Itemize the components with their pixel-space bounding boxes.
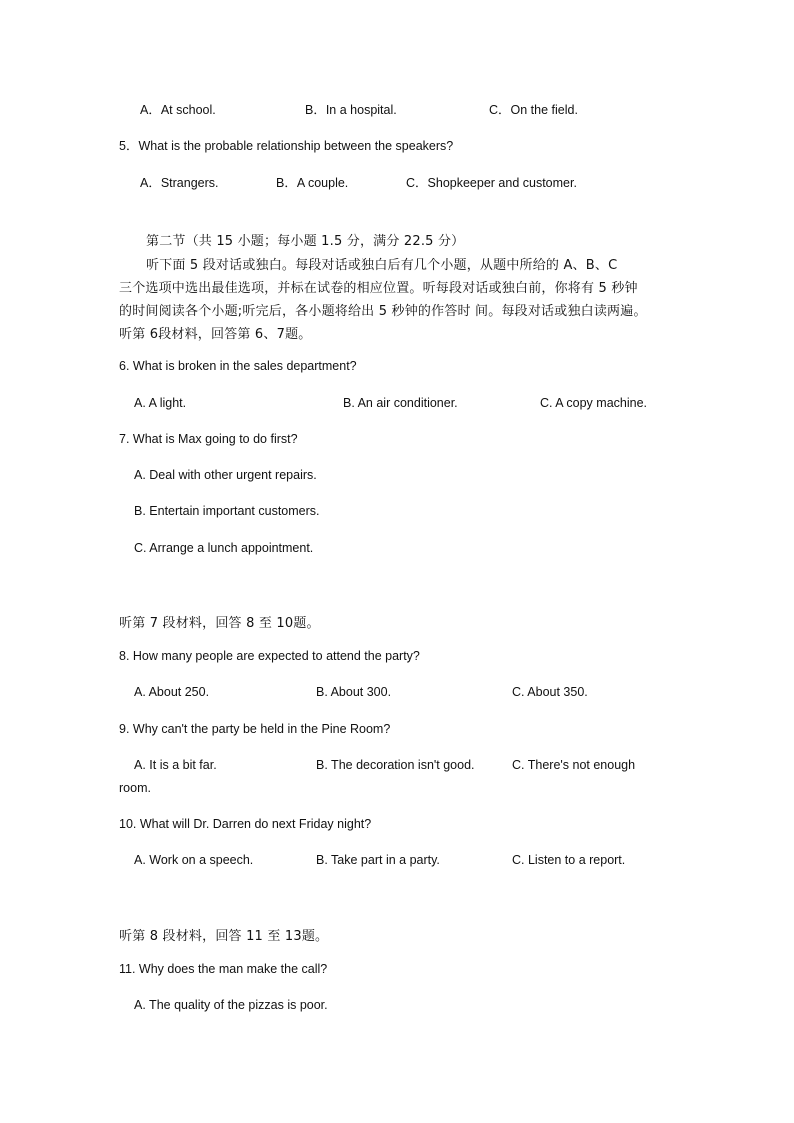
q9-option-a[interactable]: A. It is a bit far. <box>134 758 217 772</box>
q4-option-c[interactable]: C．On the field. <box>489 103 578 117</box>
q5-option-b[interactable]: B．A couple. <box>276 176 349 190</box>
q8-option-c[interactable]: C. About 350. <box>512 685 588 699</box>
material-7-heading: 听第 7 段材料，回答 8 至 10题。 <box>119 616 320 631</box>
q9-option-c-continued: room. <box>119 781 151 795</box>
section-heading: 第二节（共 15 小题；每小题 1.5 分，满分 22.5 分） <box>146 234 465 249</box>
q5-option-a[interactable]: A．Strangers. <box>140 176 219 190</box>
q9-option-c[interactable]: C. There's not enough <box>512 758 636 772</box>
q11-stem: 11. Why does the man make the call? <box>119 962 328 976</box>
q7-option-a[interactable]: A. Deal with other urgent repairs. <box>134 468 317 482</box>
section-instructions-2: 三个选项中选出最佳选项，并标在试卷的相应位置。听每段对话或独白前，你将有 5 秒钟 <box>119 281 638 296</box>
q8-option-b[interactable]: B. About 300. <box>316 685 392 699</box>
material-8-heading: 听第 8 段材料，回答 11 至 13题。 <box>119 929 329 944</box>
q9-stem: 9. Why can't the party be held in the Pine Room? <box>119 722 391 736</box>
q7-option-c[interactable]: C. Arrange a lunch appointment. <box>134 541 314 555</box>
section-instructions-3: 的时间阅读各个小题;听完后，各小题将给出 5 秒钟的作答时 间。每段对话或独白读两遍。 <box>119 304 647 319</box>
q10-stem: 10. What will Dr. Darren do next Friday night? <box>119 817 372 831</box>
q10-option-c[interactable]: C. Listen to a report. <box>512 853 626 867</box>
q7-option-b[interactable]: B. Entertain important customers. <box>134 504 320 518</box>
q8-option-a[interactable]: A. About 250. <box>134 685 210 699</box>
q5-stem: 5．What is the probable relationship between the speakers? <box>119 139 454 153</box>
material-6-heading: 听第 6段材料，回答第 6、7题。 <box>119 327 312 342</box>
q4-option-b[interactable]: B．In a hospital. <box>305 103 397 117</box>
q11-option-a[interactable]: A. The quality of the pizzas is poor. <box>134 998 328 1012</box>
q6-option-a[interactable]: A. A light. <box>134 396 187 410</box>
q6-stem: 6. What is broken in the sales department? <box>119 359 357 373</box>
q7-stem: 7. What is Max going to do first? <box>119 432 298 446</box>
section-instructions-1: 听下面 5 段对话或独白。每段对话或独白后有几个小题，从题中所给的 A、B、C <box>146 258 618 273</box>
q8-stem: 8. How many people are expected to attend the party? <box>119 649 420 663</box>
q4-option-a[interactable]: A．At school. <box>140 103 216 117</box>
q6-option-c[interactable]: C. A copy machine. <box>540 396 648 410</box>
q10-option-a[interactable]: A. Work on a speech. <box>134 853 254 867</box>
q9-option-b[interactable]: B. The decoration isn't good. <box>316 758 475 772</box>
q5-option-c[interactable]: C．Shopkeeper and customer. <box>406 176 577 190</box>
q10-option-b[interactable]: B. Take part in a party. <box>316 853 440 867</box>
q6-option-b[interactable]: B. An air conditioner. <box>343 396 458 410</box>
